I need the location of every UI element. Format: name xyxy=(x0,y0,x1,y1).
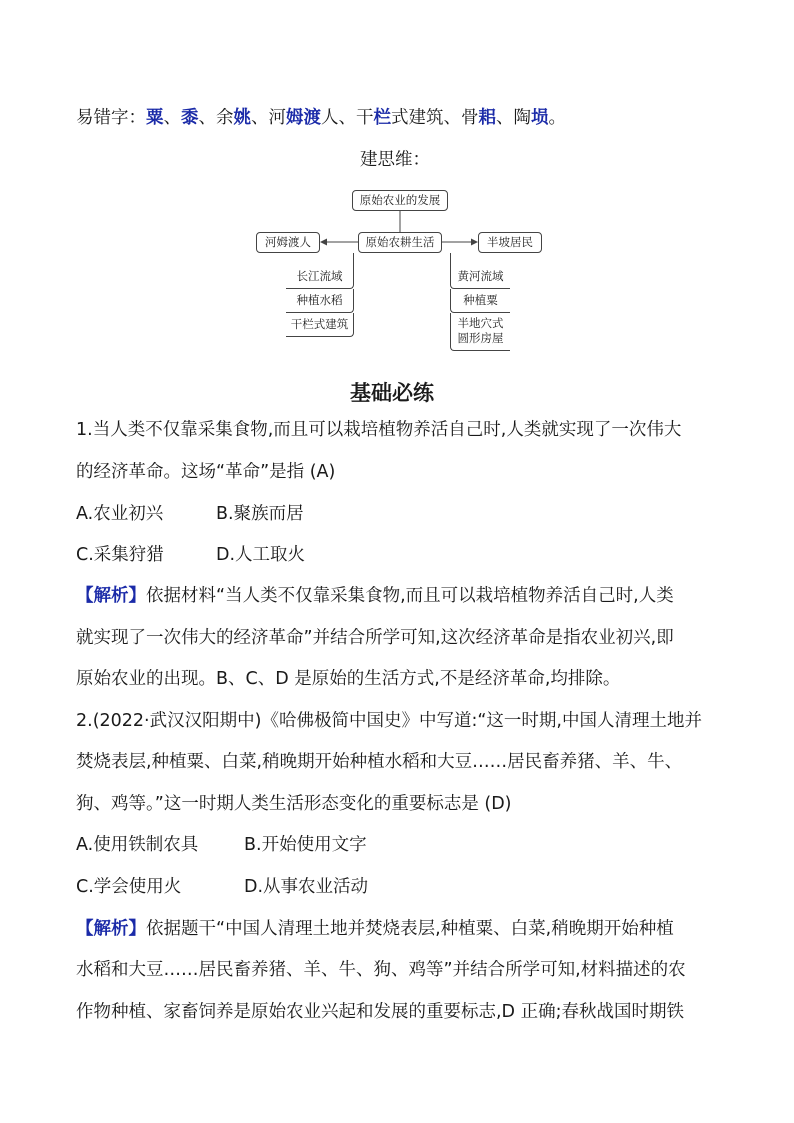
mindmap-right-item-3: 半地穴式圆形房屋 xyxy=(450,313,510,351)
section-title: 基础必练 xyxy=(350,381,434,405)
q2-analysis-line1 xyxy=(76,917,674,941)
q1-analysis-line3: 原始农业的出现。B、C、D 是原始的生活方式,不是经济革命,均排除。 xyxy=(76,669,621,689)
q1-option-a: A.农业初兴 xyxy=(76,504,164,524)
q2-analysis-label: 【解析】 xyxy=(76,919,146,939)
q2-stem-line3: 狗、鸡等。”这一时期人类生活形态变化的重要标志是 (D) xyxy=(76,794,512,814)
q1-stem-line1: 1.当人类不仅靠采集食物,而且可以栽培植物养活自己时,人类就实现了一次伟大 xyxy=(76,420,682,440)
q1-option-c: C.采集狩猎 xyxy=(76,545,164,565)
mindmap-connectors xyxy=(0,0,794,360)
mindmap-root: 原始农业的发展 xyxy=(352,190,448,211)
mindmap-right-item-2: 种植粟 xyxy=(450,289,510,313)
typo-plain-text: 人、干 xyxy=(321,108,374,128)
typo-plain-text: 、余 xyxy=(198,108,234,128)
q2-stem-line1: 2.(2022·武汉汉阳期中)《哈佛极简中国史》中写道:“这一时期,中国人清理土地并 xyxy=(76,711,702,731)
typo-plain-text: 、陶 xyxy=(496,108,531,128)
typo-highlight-char: 姚 xyxy=(233,108,251,128)
q1-option-b: B.聚族而居 xyxy=(216,504,304,524)
q2-option-d: D.从事农业活动 xyxy=(244,877,369,897)
typo-plain-text: 。 xyxy=(548,108,566,128)
q2-option-b: B.开始使用文字 xyxy=(244,835,367,855)
q2-analysis-text1: 依据题干“中国人清理土地并焚烧表层,种植粟、白菜,稍晚期开始种植 xyxy=(146,919,674,939)
q1-stem-line2: 的经济革命。这场“革命”是指 (A) xyxy=(76,462,336,482)
typo-highlight-char: 埙 xyxy=(531,108,549,128)
typo-plain-text: 、 xyxy=(163,108,181,128)
q2-option-a: A.使用铁制农具 xyxy=(76,835,199,855)
typo-highlight-char: 姆渡 xyxy=(286,108,321,128)
typo-highlight-char: 黍 xyxy=(181,108,199,128)
q1-analysis-line2: 就实现了一次伟大的经济革命”并结合所学可知,这次经济革命是指农业初兴,即 xyxy=(76,628,674,648)
typo-highlight-char: 耜 xyxy=(478,108,496,128)
mindmap-left-title: 河姆渡人 xyxy=(256,232,320,253)
typo-prefix: 易错字： xyxy=(76,108,146,128)
mindmap-left-item-2: 种植水稻 xyxy=(286,289,354,313)
mindmap-right-item-1: 黄河流域 xyxy=(450,253,510,289)
q1-analysis-line1 xyxy=(76,584,674,608)
mindmap-heading: 建思维： xyxy=(360,150,430,170)
q2-analysis-line3: 作物种植、家畜饲养是原始农业兴起和发展的重要标志,D 正确;春秋战国时期铁 xyxy=(76,1002,684,1022)
q1-option-d: D.人工取火 xyxy=(216,545,306,565)
typo-plain-text: 、河 xyxy=(251,108,286,128)
mindmap-center: 原始农耕生活 xyxy=(358,232,442,253)
mindmap-left-item-3: 干栏式建筑 xyxy=(286,313,354,337)
q2-option-c: C.学会使用火 xyxy=(76,877,182,897)
q1-analysis-text1: 依据材料“当人类不仅靠采集食物,而且可以栽培植物养活自己时,人类 xyxy=(146,586,674,606)
q2-analysis-line2: 水稻和大豆……居民畜养猪、羊、牛、狗、鸡等”并结合所学可知,材料描述的农 xyxy=(76,960,686,980)
mindmap-left-item-1: 长江流域 xyxy=(286,253,354,289)
q1-analysis-label: 【解析】 xyxy=(76,586,146,606)
mindmap-right-title: 半坡居民 xyxy=(478,232,542,253)
typo-highlight-char: 栏 xyxy=(373,108,391,128)
q2-stem-line2: 焚烧表层,种植粟、白菜,稍晚期开始种植水稻和大豆……居民畜养猪、羊、牛、 xyxy=(76,752,683,772)
typo-highlight-char: 粟 xyxy=(146,108,164,128)
typo-plain-text: 式建筑、骨 xyxy=(391,108,479,128)
